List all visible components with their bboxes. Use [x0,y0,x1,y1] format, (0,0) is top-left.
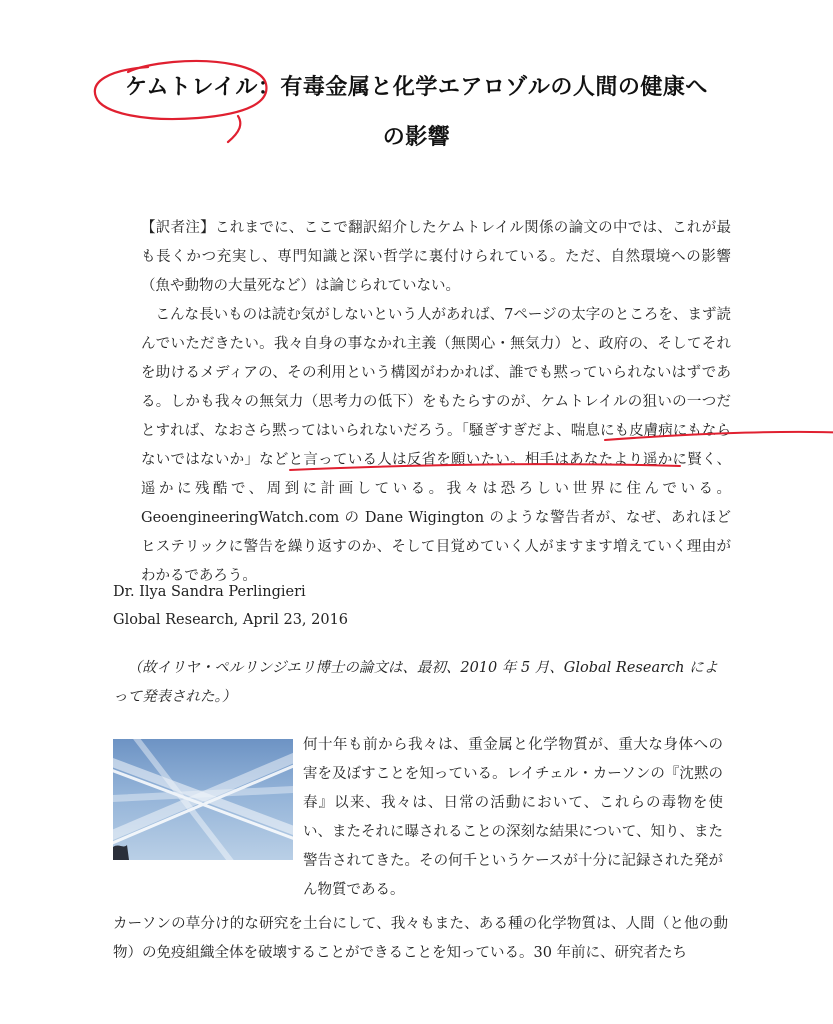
title-rest: ：有毒金属と化学エアロゾルの人間の健康へ [257,75,708,100]
note-paragraph-2-before: こんな長いものは読む気がしないという人があれば、7ページの太字のところを、まず読んでいただきたい。我々自身の事なかれ主義（無関心・無気力）と、政府の、そしてそれを助けるメディアの、その利用という構図がわかれば、誰でも黙っていられないはずである。しかも我々の無気力（思考力の低下）をもたらすのが、ケムトレイルの狙いの一つだとすれば、なおさら黙ってはいられないだろう。「騒ぎすぎだよ、喘息にも皮膚病にもならないではないか」などと言っている人は反省を願いたい。 [141,307,731,468]
author-block [113,578,348,634]
note-underlined-text: 相手はあなたより遥かに賢く、遥かに残酷で、周到に計画している。我々は恐ろしい世界に住んでいる。 [141,452,731,497]
body-paragraph-1: 何十年も前から我々は、重金属と化学物質が、重大な身体への害を及ぼすことを知っている。レイチェル・カーソンの『沈黙の春』以来、我々は、日常の活動において、これらの毒物を使い、またそれに曝されることの深刻な結果について、知り、また警告されてきた。その何千というケースが十分に記録された発がん物質である。 [303,737,723,898]
title-highlight: ケムトレイル [125,75,258,100]
author-name: Dr. Ilya Sandra Perlingieri [113,584,306,600]
title-line-2: の影響 [382,125,451,150]
body-paragraph-2: カーソンの草分け的な研究を土台にして、我々もまた、ある種の化学物質は、人間（と他の動物）の免疫組織全体を破壊することができることを知っている。30 年前に、研究者たち [113,916,728,961]
contrail-sky-photo [113,739,293,860]
red-circle-annotation [88,52,278,147]
note-paragraph-2 [141,301,731,591]
note-paragraph-2-after: GeoengineeringWatch.com の Dane Wigington のような警告者が、なぜ、あれほどヒステリックに警告を繰り返すのか、そして目覚めていく人がますます増えていく理由がわかるであろう。 [141,510,731,584]
note-paragraph-1: 【訳者注】これまでに、ここで翻訳紹介したケムトレイル関係の論文の中では、これが最も長くかつ充実し、専門知識と深い哲学に裏付けられている。ただ、自然環境への影響（魚や動物の大量死など）は論じられていない。 [141,220,731,294]
author-source: Global Research, April 23, 2016 [113,612,349,628]
intro-note: （故イリヤ・ペルリンジエリ博士の論文は、最初、2010 年 5 月、Global Research によって発表された。） [113,660,719,705]
translator-note [141,214,731,591]
